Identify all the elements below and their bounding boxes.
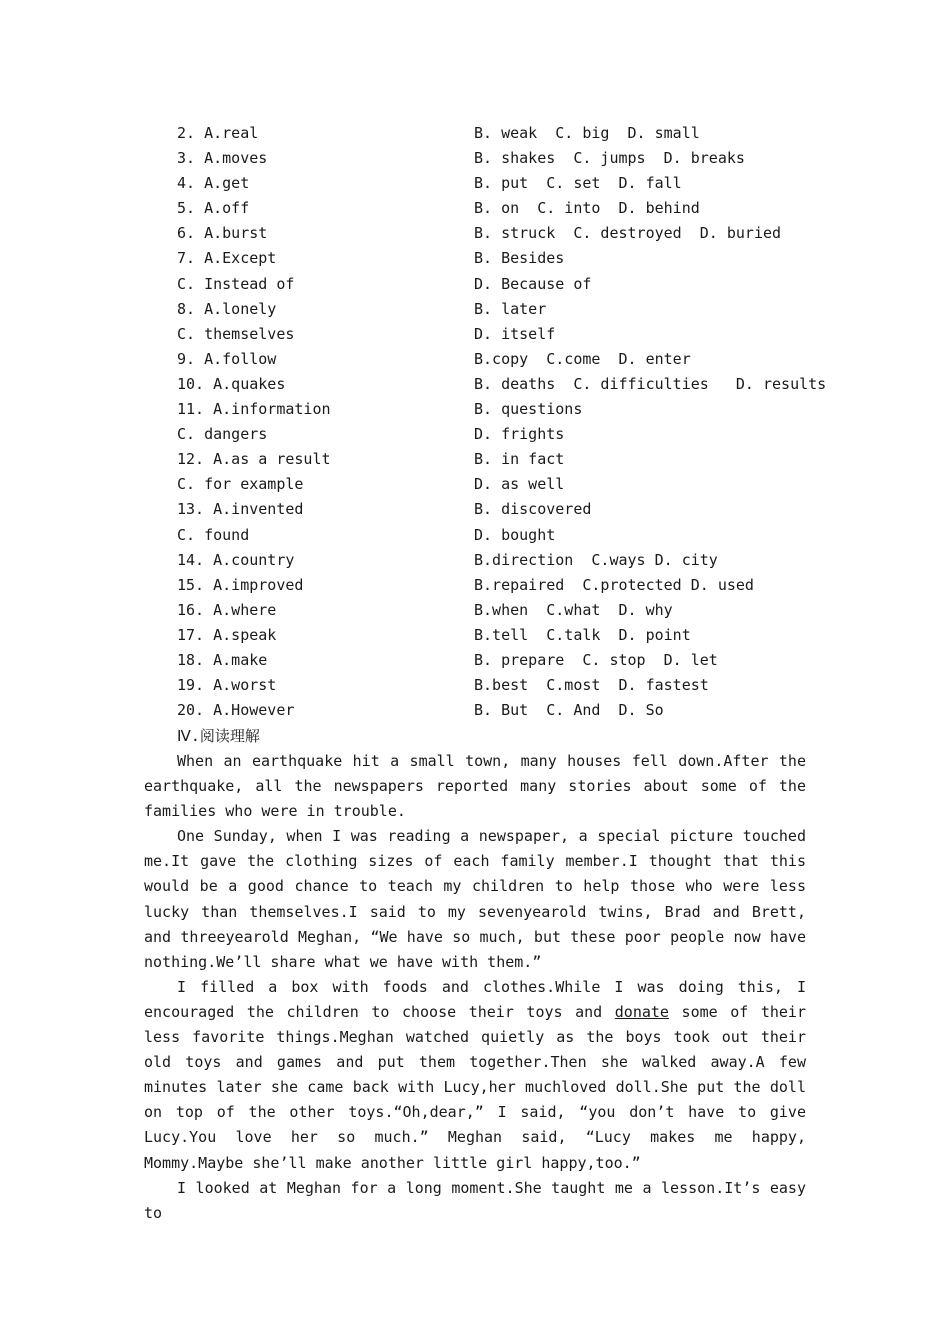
option-row <box>177 272 817 297</box>
option-right: B. But C. And D. So <box>474 701 664 720</box>
option-row <box>177 221 817 246</box>
option-row <box>177 523 817 548</box>
passage-paragraph-1: When an earthquake hit a small town, many houses fell down.After the earthquake, all the newspapers reported many stories about some of the families who were in trouble. <box>144 752 806 821</box>
option-left: 10. A.quakes <box>177 374 286 393</box>
option-row <box>177 548 817 573</box>
option-row <box>177 497 817 522</box>
option-right: D. bought <box>474 525 556 544</box>
option-left: 18. A.make <box>177 650 268 669</box>
option-left: C. for example <box>177 475 304 494</box>
paragraph-text: some of their less favorite things.Meghan watched quietly as the boys took out their old toys and games and put them together.Then she walked away.A few minutes later she came back with Lucy,her muchloved doll.She put the doll on top of the other toys.“Oh,dear,” I said, “you don’t have to give Lucy.You love her so much.” Meghan said, “Lucy makes me happy, Mommy.Maybe she’ll make another little girl happy,too.” <box>144 1002 806 1172</box>
passage-paragraph-4: I looked at Meghan for a long moment.She taught me a lesson.It’s easy to <box>144 1178 806 1222</box>
option-row <box>177 698 817 723</box>
option-right: B. later <box>474 299 547 318</box>
option-right: B. weak C. big D. small <box>474 124 700 142</box>
option-right: B. in fact <box>474 450 565 469</box>
option-right: D. Because of <box>474 274 592 293</box>
option-left: 15. A.improved <box>177 575 304 594</box>
option-row <box>177 372 827 397</box>
option-row <box>177 397 817 422</box>
option-row <box>177 673 817 698</box>
option-right: B. put C. set D. fall <box>474 174 682 193</box>
option-left: 5. A.off <box>177 199 250 218</box>
option-row <box>177 246 817 271</box>
option-left: 4. A.get <box>177 174 250 193</box>
option-left: 19. A.worst <box>177 676 277 695</box>
option-row <box>177 347 817 372</box>
option-row <box>177 447 817 472</box>
option-right: B.when C.what D. why <box>474 600 673 619</box>
option-row <box>177 598 817 623</box>
option-left: 11. A.information <box>177 400 331 419</box>
option-left: 7. A.Except <box>177 249 277 268</box>
option-left: 8. A.lonely <box>177 299 277 318</box>
paragraph-text: I filled a box with foods and clothes.While I was doing this, I encouraged the children to choose their toys and <box>144 977 806 1021</box>
option-row <box>177 648 817 673</box>
option-left: 14. A.country <box>177 550 295 569</box>
option-right: B.tell C.talk D. point <box>474 625 691 644</box>
option-left: 6. A.burst <box>177 224 268 243</box>
option-row <box>177 196 817 221</box>
option-left: 9. A.follow <box>177 349 277 368</box>
option-right: B. questions <box>474 400 583 419</box>
option-right: D. as well <box>474 475 565 494</box>
option-left: 12. A.as a result <box>177 450 331 469</box>
option-right: B.copy C.come D. enter <box>474 349 691 368</box>
option-left: C. themselves <box>177 324 295 343</box>
option-left: C. dangers <box>177 425 268 444</box>
reading-passage <box>144 749 806 1226</box>
option-right: B. discovered <box>474 500 592 519</box>
option-right: D. frights <box>474 425 565 444</box>
passage-paragraph-3 <box>144 975 806 1176</box>
option-row <box>177 297 817 322</box>
option-right: B. prepare C. stop D. let <box>474 650 718 669</box>
option-row <box>177 472 817 497</box>
section-heading: Ⅳ.阅读理解 <box>177 727 260 745</box>
option-right: B. shakes C. jumps D. breaks <box>474 149 745 168</box>
option-row <box>177 322 817 347</box>
option-row <box>177 623 817 648</box>
option-left: 16. A.where <box>177 600 277 619</box>
option-left: C. found <box>177 525 250 544</box>
underlined-word: donate <box>614 1002 669 1021</box>
option-left: 2. A.real <box>177 124 259 142</box>
passage-paragraph-2: One Sunday, when I was reading a newspaper, a special picture touched me.It gave the clothing sizes of each family member.I thought that this would be a good chance to teach my children to help those who were less lucky than themselves.I said to my sevenyearold twins, Brad and Brett, and threeyearold Meghan, “We have so much, but these poor people now have nothing.We’ll share what we have with them.” <box>144 827 806 971</box>
option-right: B.repaired C.protected D. used <box>474 575 754 594</box>
option-right: B.direction C.ways D. city <box>474 550 718 569</box>
option-row <box>177 171 817 196</box>
option-right: D. itself <box>474 324 556 343</box>
option-row <box>177 121 817 146</box>
option-left: 17. A.speak <box>177 625 277 644</box>
option-left: 3. A.moves <box>177 149 268 168</box>
option-right: B. on C. into D. behind <box>474 199 700 218</box>
option-left: 20. A.However <box>177 701 295 720</box>
option-row <box>177 573 817 598</box>
option-left: C. Instead of <box>177 274 295 293</box>
option-right: B. struck C. destroyed D. buried <box>474 224 782 243</box>
option-row <box>177 422 817 447</box>
answer-options-list <box>177 121 827 723</box>
option-left: 13. A.invented <box>177 500 304 519</box>
option-right: B. Besides <box>474 249 565 268</box>
option-row <box>177 146 817 171</box>
option-right: B. deaths C. difficulties D. results <box>474 374 827 393</box>
option-right: B.best C.most D. fastest <box>474 676 709 695</box>
